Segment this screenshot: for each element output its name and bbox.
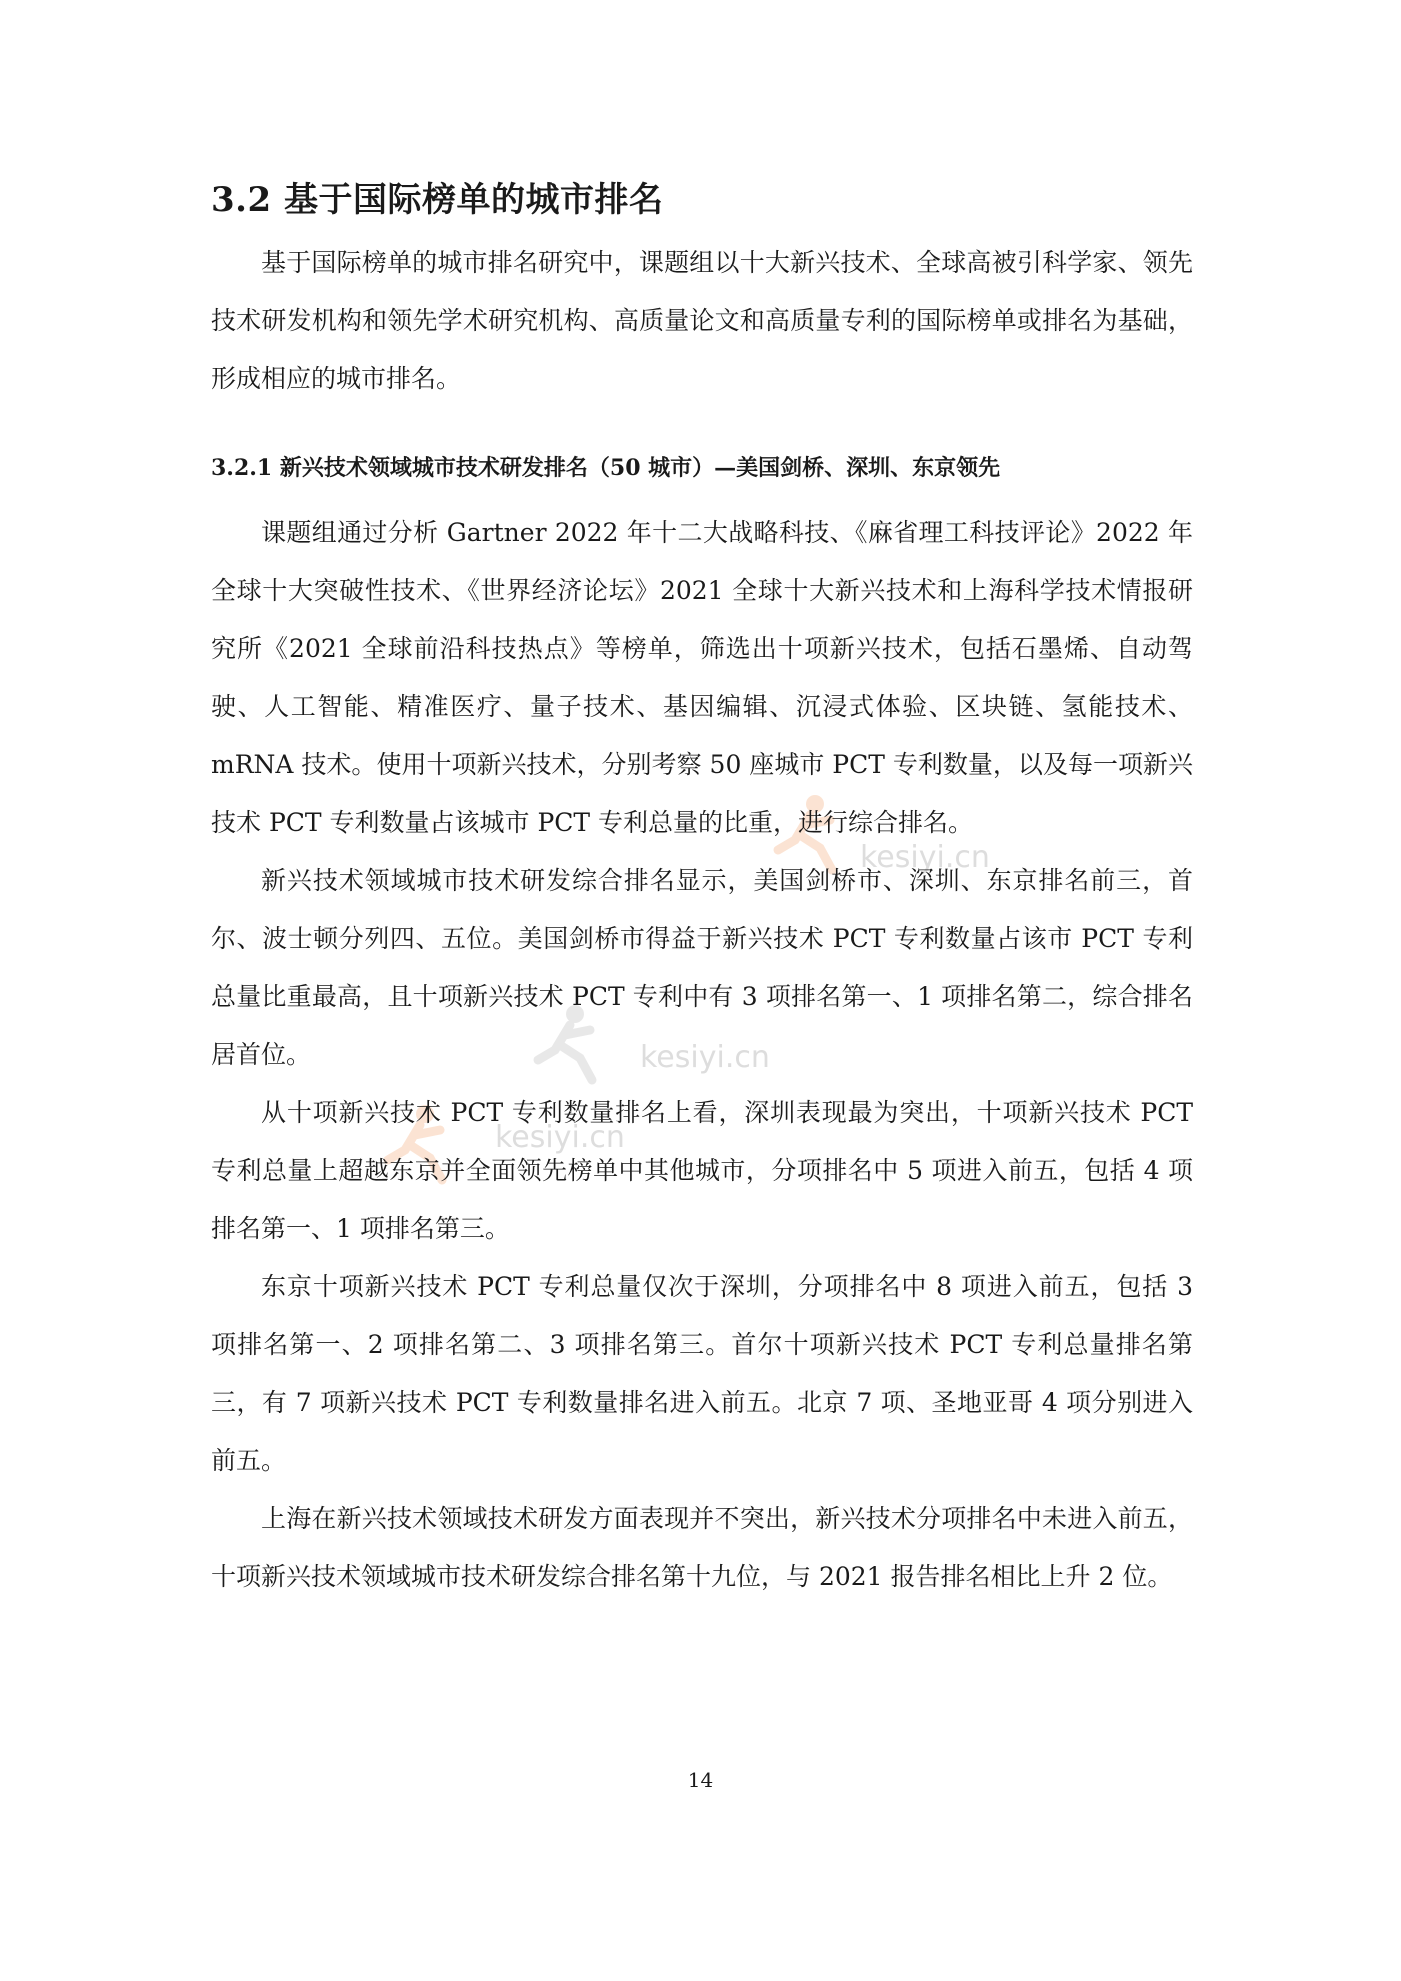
watermark-text: kesiyi.cn — [495, 1120, 625, 1155]
page-number: 14 — [687, 1768, 714, 1792]
section-title: 3.2 基于国际榜单的城市排名 — [211, 180, 664, 220]
body-paragraph: 课题组通过分析 Gartner 2022 年十二大战略科技、《麻省理工科技评论》2022 年全球十大突破性技术、《世界经济论坛》2021 全球十大新兴技术和上海科学技术情报研究所《2021 全球前沿科技热点》等榜单，筛选出十项新兴技术，包括石墨烯、自动驾驶、人工智能、精准医疗、量子技术、基因编辑、沉浸式体验、区块链、氢能技术、mRNA 技术。使用十项新兴技术，分别考察 50 座城市 PCT 专利数量，以及每一项新兴技术 PCT 专利数量占该城市 PCT 专利总量的比重，进行综合排名。 — [211, 518, 1193, 837]
page-content — [211, 170, 1193, 1606]
body-paragraph: 上海在新兴技术领域技术研发方面表现并不突出，新兴技术分项排名中未进入前五，十项新兴技术领域城市技术研发综合排名第十九位，与 2021 报告排名相比上升 2 位。 — [211, 1504, 1193, 1591]
body-paragraph: 从十项新兴技术 PCT 专利数量排名上看，深圳表现最为突出，十项新兴技术 PCT 专利总量上超越东京并全面领先榜单中其他城市，分项排名中 5 项进入前五，包括 4 项排名第一、1 项排名第三。 — [211, 1098, 1193, 1243]
subsection-title: 3.2.1 新兴技术领域城市技术研发排名（50 城市）—美国剑桥、深圳、东京领先 — [211, 455, 1001, 481]
body-paragraph: 东京十项新兴技术 PCT 专利总量仅次于深圳，分项排名中 8 项进入前五，包括 3 项排名第一、2 项排名第二、3 项排名第三。首尔十项新兴技术 PCT 专利总量排名第三，有 7 项新兴技术 PCT 专利数量排名进入前五。北京 7 项、圣地亚哥 4 项分别进入前五。 — [211, 1272, 1193, 1475]
body-paragraph: 新兴技术领域城市技术研发综合排名显示，美国剑桥市、深圳、东京排名前三，首尔、波士顿分列四、五位。美国剑桥市得益于新兴技术 PCT 专利数量占该市 PCT 专利总量比重最高，且十项新兴技术 PCT 专利中有 3 项排名第一、1 项排名第二，综合排名居首位。 — [211, 866, 1193, 1069]
intro-paragraph: 基于国际榜单的城市排名研究中，课题组以十大新兴技术、全球高被引科学家、领先技术研发机构和领先学术研究机构、高质量论文和高质量专利的国际榜单或排名为基础，形成相应的城市排名。 — [211, 248, 1193, 393]
watermark-text: kesiyi.cn — [640, 1040, 770, 1075]
watermark-text: kesiyi.cn — [860, 840, 990, 875]
